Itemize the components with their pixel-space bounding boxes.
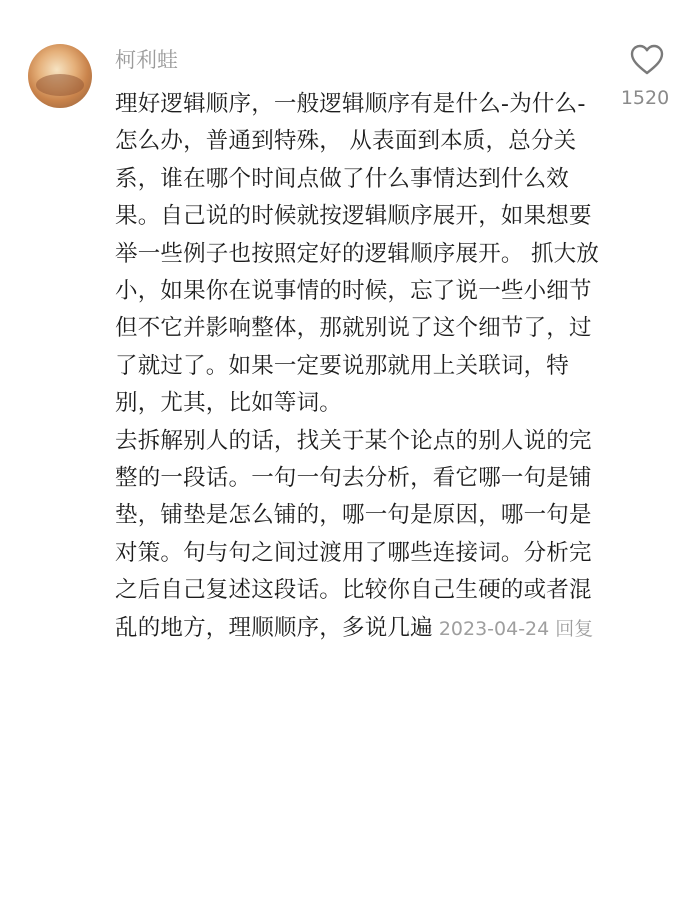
like-count: 1520 <box>620 87 670 109</box>
comment-paragraph-text: 去拆解别人的话，找关于某个论点的别人说的完整的一段话。一句一句去分析，看它哪一句是铺垫，铺垫是怎么铺的，哪一句是原因，哪一句是对策。句与句之间过渡用了哪些连接词。分析完之后自己复述这段话。比较你自己生硬的或者混乱的地方，理顺顺序，多说几遍 <box>115 427 592 641</box>
comment-body <box>115 86 605 648</box>
reply-button[interactable]: 回复 <box>555 617 594 640</box>
username[interactable]: 柯利蛙 <box>115 48 178 72</box>
comment-paragraph: 理好逻辑顺序，一般逻辑顺序有是什么-为什么-怎么办，普通到特殊， 从表面到本质，总分关系，谁在哪个时间点做了什么事情达到什么效果。自己说的时候就按逻辑顺序展开，如果想要举一些例子也按照定好的逻辑顺序展开。 抓大放小，如果你在说事情的时候，忘了说一些小细节但不它并影响整体，那就别说了这个细节了，过了就过了。如果一定要说那就用上关联词，特别，尤其，比如等词。 <box>115 91 600 417</box>
comment-paragraph <box>115 423 605 648</box>
comment-date: 2023-04-24 <box>438 617 550 640</box>
heart-icon[interactable] <box>630 44 664 76</box>
avatar[interactable] <box>28 44 92 108</box>
like-button[interactable] <box>612 44 682 110</box>
